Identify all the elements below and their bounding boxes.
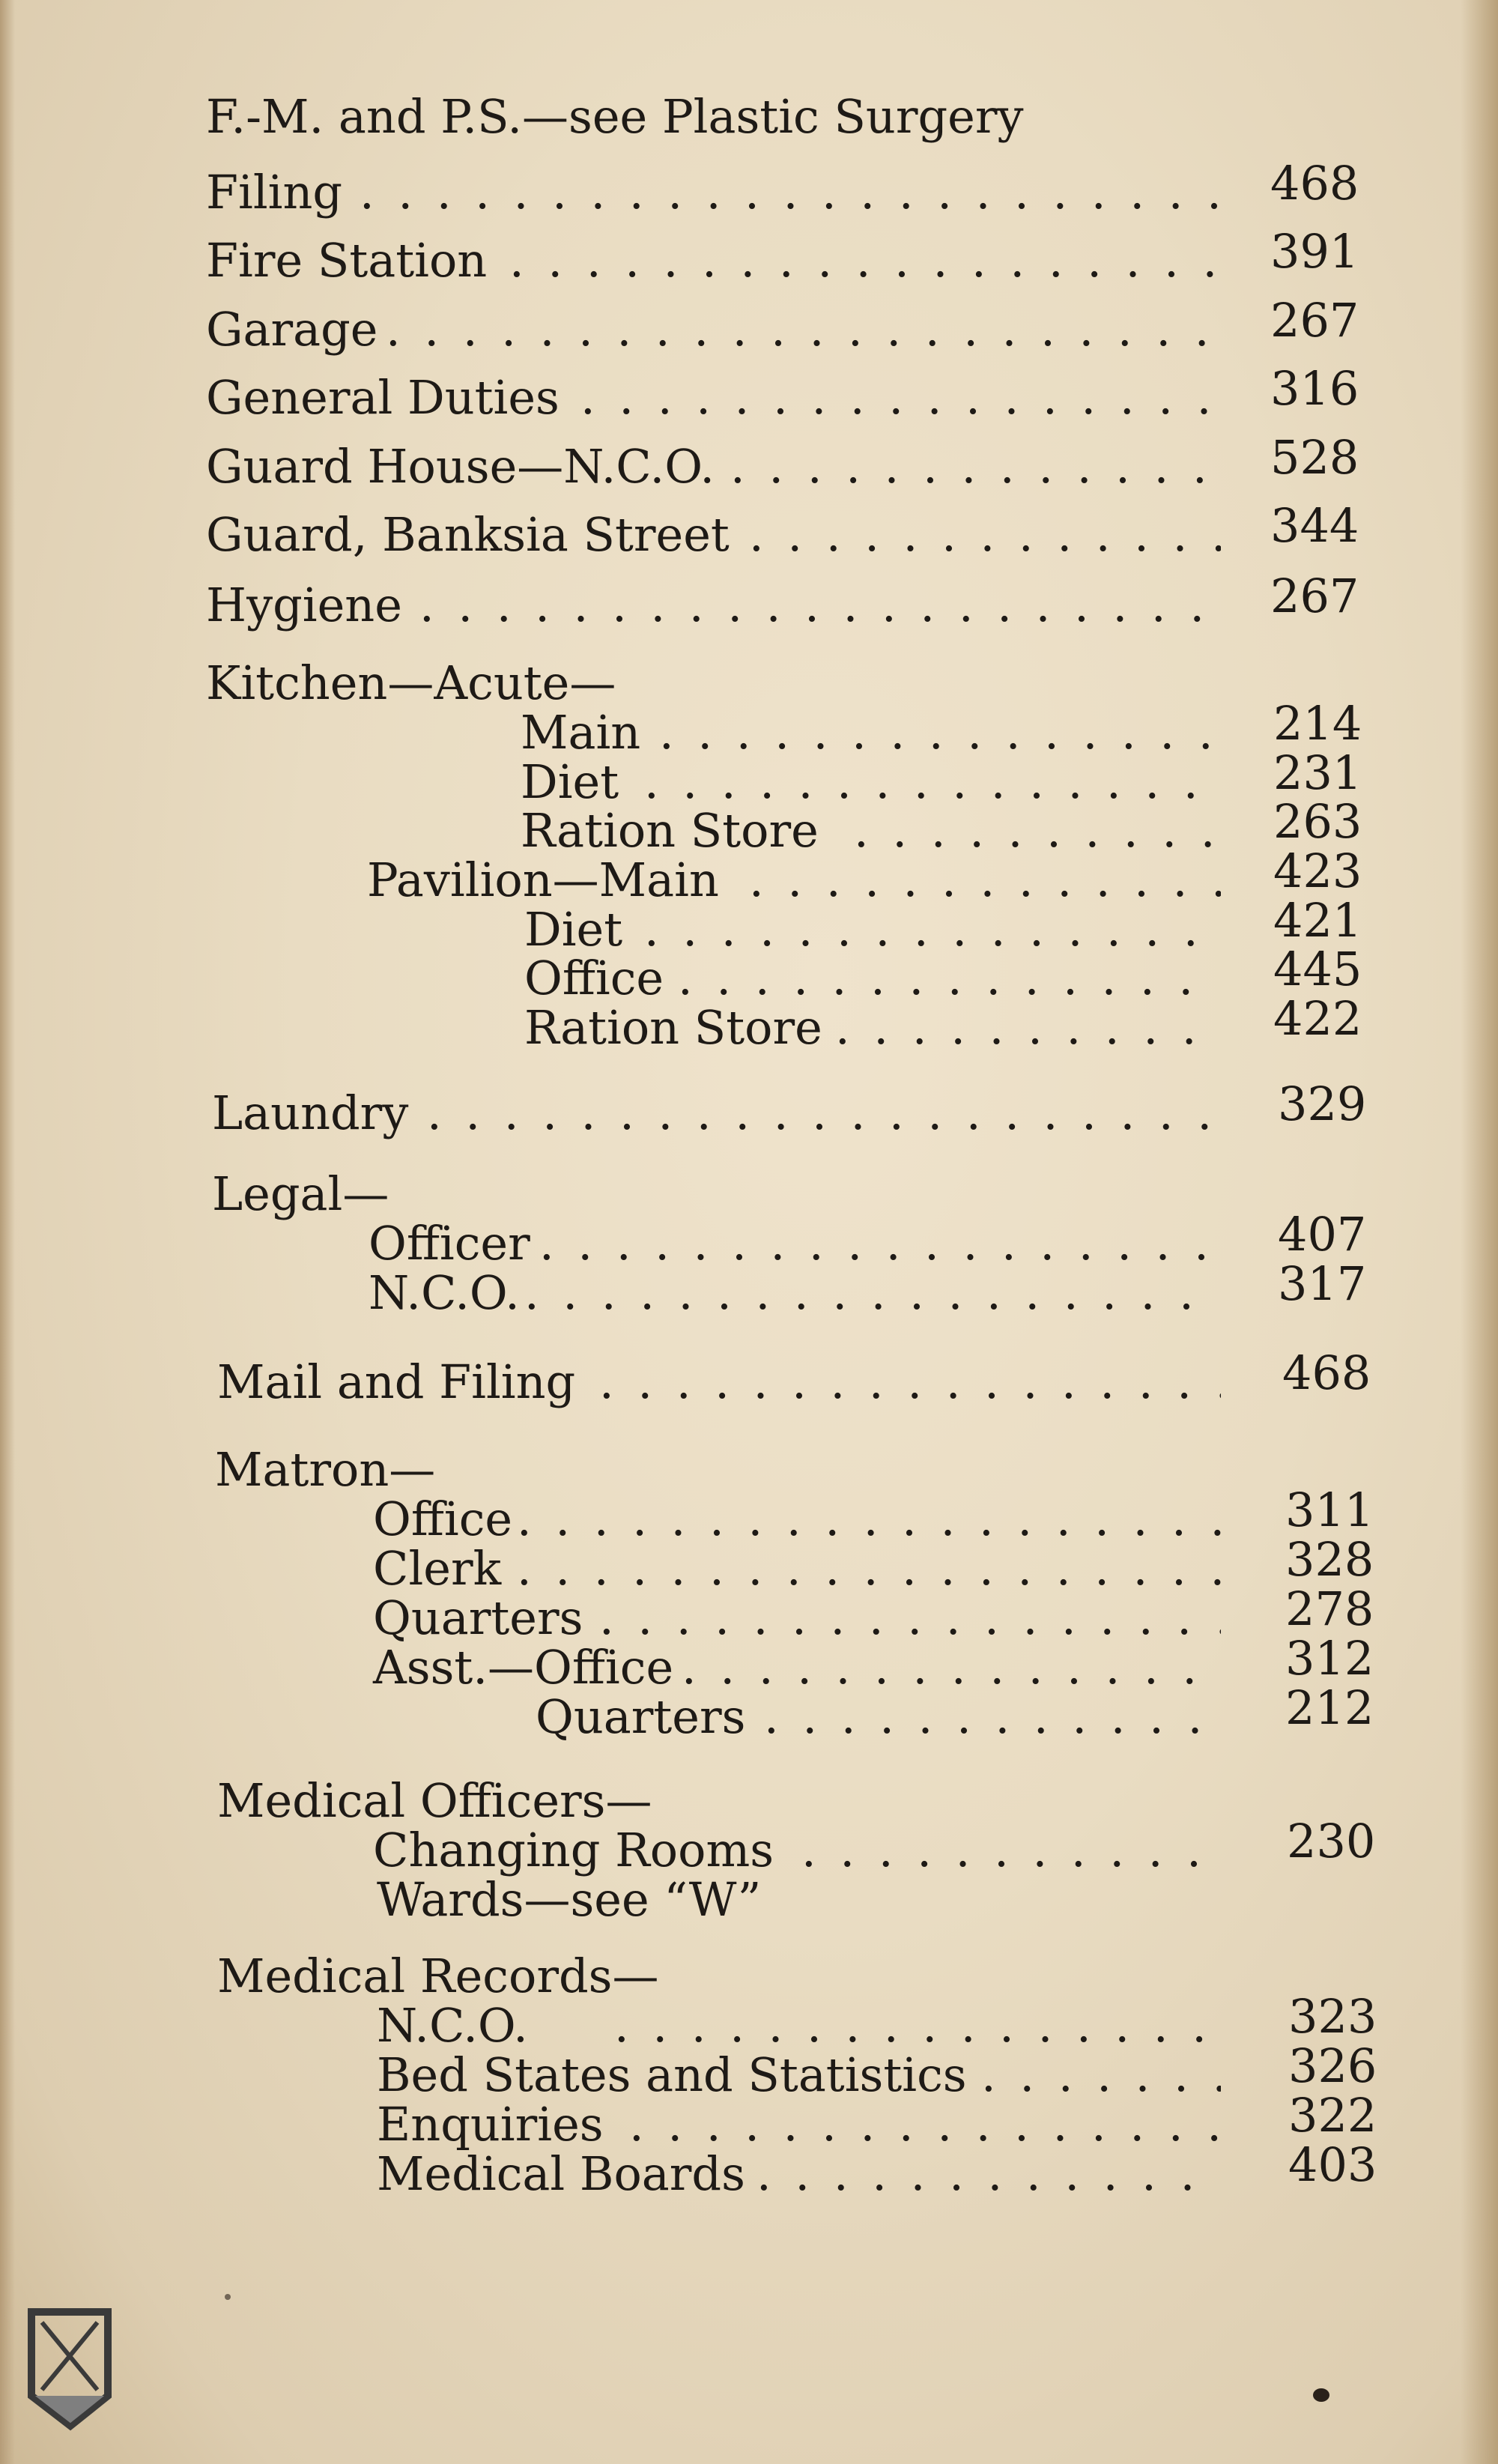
index-entry-kitchen-pavilion-main bbox=[0, 844, 1371, 907]
entry-page-number: 323 bbox=[1288, 1989, 1377, 2044]
entry-page-number: 328 bbox=[1285, 1532, 1374, 1587]
entry-label: Ration Store bbox=[521, 803, 819, 858]
dot-leader bbox=[509, 237, 1221, 285]
dot-leader bbox=[981, 2051, 1221, 2099]
index-entry-matron-office bbox=[0, 1483, 1374, 1546]
dot-leader bbox=[419, 581, 1221, 629]
index-entry-laundry bbox=[0, 1077, 1371, 1140]
dot-leader bbox=[386, 306, 1221, 354]
entry-label: Laundry bbox=[212, 1086, 409, 1140]
dot-leader bbox=[644, 758, 1221, 806]
dot-leader bbox=[854, 807, 1221, 855]
entry-page-number: 468 bbox=[1282, 1345, 1371, 1400]
entry-page-number: 391 bbox=[1270, 224, 1359, 279]
group-heading: Legal— bbox=[212, 1166, 389, 1221]
entry-label: Clerk bbox=[373, 1541, 502, 1596]
entry-page-number: 322 bbox=[1288, 2088, 1377, 2143]
dot-leader bbox=[730, 443, 1221, 491]
entry-label: Office bbox=[373, 1492, 513, 1546]
dot-leader bbox=[835, 1004, 1221, 1052]
entry-page-number: 422 bbox=[1273, 991, 1362, 1046]
entry-label: Ration Store bbox=[524, 1000, 822, 1055]
group-heading: Medical Officers— bbox=[217, 1773, 652, 1828]
entry-label: Medical Boards bbox=[377, 2146, 745, 2201]
entry-page-number: 326 bbox=[1288, 2038, 1377, 2093]
dot-leader bbox=[644, 906, 1221, 954]
index-heading-medical-records bbox=[0, 1949, 1371, 2003]
entry-label: Bed States and Statistics bbox=[377, 2047, 967, 2102]
group-heading: Kitchen—Acute— bbox=[206, 656, 616, 710]
entry-page-number: 421 bbox=[1273, 893, 1362, 948]
entry-label: N.C.O. bbox=[377, 1998, 528, 2053]
index-entry-guard-banksia bbox=[0, 498, 1371, 562]
entry-label: Diet bbox=[521, 754, 619, 809]
dot-leader bbox=[682, 1644, 1221, 1692]
index-entry-guard-house bbox=[0, 430, 1371, 494]
index-entry-medrec-bed-states bbox=[0, 2038, 1377, 2102]
entry-page-number: 468 bbox=[1270, 156, 1359, 211]
entry-label: Hygiene bbox=[206, 578, 402, 632]
dot-leader bbox=[678, 954, 1221, 1002]
entry-page-number: 214 bbox=[1273, 696, 1362, 751]
ink-spot bbox=[1313, 2388, 1329, 2402]
dot-leader bbox=[539, 1220, 1221, 1268]
book-stamp-icon bbox=[25, 2306, 115, 2433]
index-entry-changing-rooms bbox=[0, 1814, 1376, 1877]
index-entry-kitchen-acute-diet bbox=[0, 745, 1371, 809]
index-heading-medical-officers bbox=[0, 1773, 1371, 1828]
index-entry-kitchen-pavilion-diet bbox=[0, 893, 1371, 957]
index-entry-medrec-enquiries bbox=[0, 2088, 1377, 2152]
entry-label: Office bbox=[524, 951, 664, 1005]
dot-leader bbox=[599, 1358, 1221, 1406]
entry-label: Guard, Banksia Street bbox=[206, 507, 730, 562]
index-entry-matron-asst-office bbox=[0, 1631, 1374, 1695]
entry-page-number: 312 bbox=[1285, 1631, 1374, 1686]
entry-label: Guard House—N.C.O. bbox=[206, 439, 715, 494]
index-entry-fire-station bbox=[0, 224, 1371, 288]
cross-reference-text: F.-M. and P.S.—see Plastic Surgery bbox=[206, 89, 1024, 144]
dot-leader bbox=[517, 1495, 1221, 1543]
index-entry-kitchen-pavilion-ration bbox=[0, 991, 1371, 1055]
dot-leader bbox=[756, 2150, 1221, 2198]
entry-label: Mail and Filing bbox=[217, 1354, 576, 1409]
entry-page-number: 403 bbox=[1288, 2137, 1377, 2192]
dot-leader bbox=[517, 1545, 1221, 1593]
index-heading-legal bbox=[0, 1166, 1371, 1221]
entry-page-number: 329 bbox=[1278, 1077, 1367, 1131]
dot-leader bbox=[764, 1693, 1221, 1741]
ink-spot bbox=[225, 2294, 231, 2300]
index-entry-general-duties bbox=[0, 361, 1371, 425]
group-heading: Medical Records— bbox=[217, 1949, 659, 2003]
entry-page-number: 423 bbox=[1273, 844, 1362, 898]
index-entry-hygiene bbox=[0, 569, 1371, 632]
dot-leader bbox=[801, 1826, 1221, 1874]
entry-label: Main bbox=[521, 705, 641, 760]
dot-leader bbox=[524, 1269, 1221, 1317]
entry-label: N.C.O. bbox=[369, 1265, 520, 1320]
entry-label: Asst.—Office bbox=[373, 1640, 674, 1695]
index-entry-garage bbox=[0, 293, 1371, 357]
entry-page-number: 212 bbox=[1285, 1680, 1374, 1735]
entry-page-number: 263 bbox=[1273, 794, 1362, 849]
entry-page-number: 311 bbox=[1285, 1483, 1374, 1537]
index-entry-matron-clerk bbox=[0, 1532, 1374, 1596]
entry-page-number: 407 bbox=[1278, 1207, 1367, 1262]
index-entry-filing bbox=[0, 156, 1371, 220]
dot-leader bbox=[360, 169, 1221, 217]
entry-label: Pavilion—Main bbox=[367, 853, 719, 907]
page-edge-right bbox=[1461, 0, 1498, 2464]
entry-page-number: 231 bbox=[1273, 745, 1362, 800]
index-entry-medrec-boards bbox=[0, 2137, 1377, 2201]
index-cross-reference bbox=[0, 89, 1371, 144]
entry-page-number: 445 bbox=[1273, 942, 1362, 996]
entry-label: Quarters bbox=[373, 1590, 583, 1645]
index-entry-kitchen-acute-ration bbox=[0, 794, 1371, 858]
index-entry-mail-filing bbox=[0, 1345, 1371, 1409]
index-entry-legal-officer bbox=[0, 1207, 1371, 1271]
group-heading: Matron— bbox=[215, 1442, 436, 1497]
entry-page-number: 267 bbox=[1270, 293, 1359, 348]
entry-label: Garage bbox=[206, 302, 378, 357]
dot-leader bbox=[427, 1089, 1221, 1137]
entry-page-number: 316 bbox=[1270, 361, 1359, 416]
entry-label: Enquiries bbox=[377, 2097, 604, 2152]
index-entry-legal-nco bbox=[0, 1256, 1371, 1320]
dot-leader bbox=[580, 374, 1221, 422]
entry-page-number: 278 bbox=[1285, 1581, 1374, 1636]
entry-page-number: 230 bbox=[1287, 1814, 1376, 1868]
entry-page-number: 344 bbox=[1270, 498, 1359, 553]
entry-label: Changing Rooms bbox=[373, 1823, 774, 1877]
entry-page-number: 317 bbox=[1278, 1256, 1367, 1311]
entry-label: Diet bbox=[524, 902, 623, 957]
cross-reference-text: Wards—see “W” bbox=[377, 1872, 762, 1927]
entry-label: Officer bbox=[369, 1216, 530, 1271]
dot-leader bbox=[629, 2101, 1221, 2149]
entry-label: Filing bbox=[206, 165, 343, 220]
entry-label: Quarters bbox=[536, 1689, 746, 1744]
index-heading-kitchen bbox=[0, 656, 1371, 710]
entry-page-number: 528 bbox=[1270, 430, 1359, 485]
entry-label: Fire Station bbox=[206, 233, 488, 288]
entry-page-number: 267 bbox=[1270, 569, 1359, 623]
index-entry-matron-quarters bbox=[0, 1581, 1374, 1645]
index-entry-medrec-nco bbox=[0, 1989, 1377, 2053]
index-heading-matron bbox=[0, 1442, 1371, 1497]
dot-leader bbox=[749, 511, 1221, 559]
dot-leader bbox=[749, 856, 1221, 904]
index-entry-matron-asst-quarters bbox=[0, 1680, 1374, 1744]
entry-label: General Duties bbox=[206, 370, 560, 425]
index-entry-kitchen-pavilion-office bbox=[0, 942, 1371, 1005]
dot-leader bbox=[614, 2002, 1221, 2050]
dot-leader bbox=[599, 1594, 1221, 1642]
index-cross-reference-wards bbox=[0, 1872, 1371, 1927]
dot-leader bbox=[659, 709, 1221, 757]
index-entry-kitchen-acute-main bbox=[0, 696, 1371, 760]
